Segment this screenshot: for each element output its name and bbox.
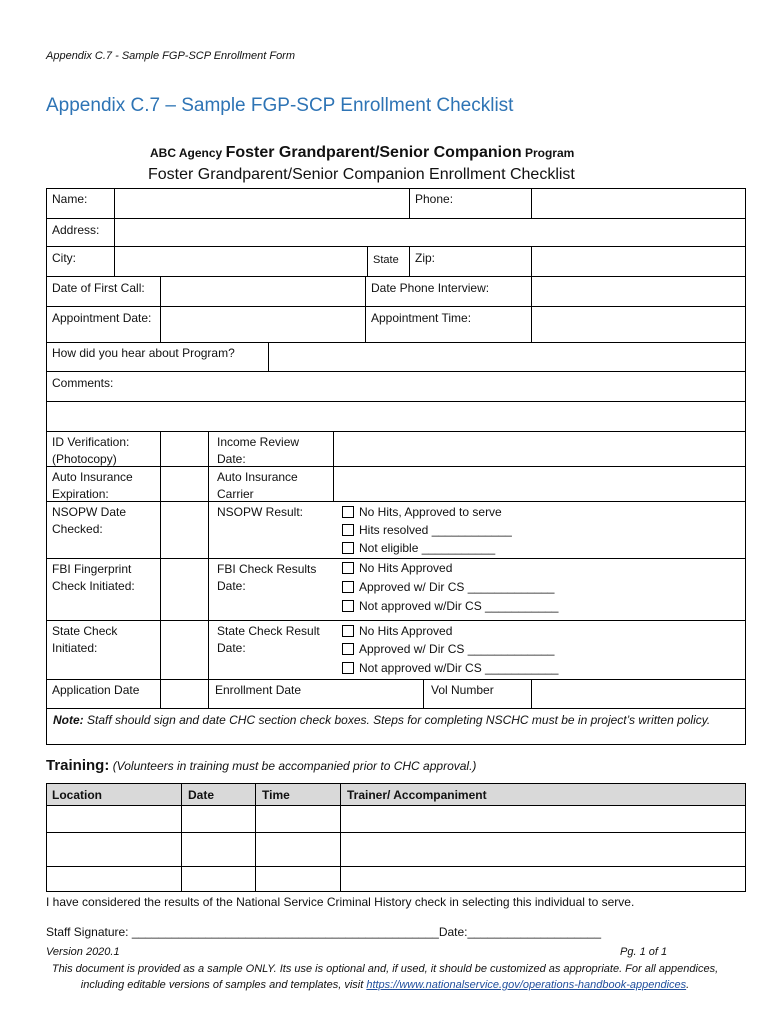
- page-number: Pg. 1 of 1: [620, 946, 668, 958]
- zip-label: Zip:: [415, 251, 436, 265]
- phone-interview-label: Date Phone Interview:: [371, 281, 490, 295]
- hear-about-label: How did you hear about Program?: [52, 346, 235, 360]
- checkbox[interactable]: [342, 506, 354, 518]
- appointment-date-label: Appointment Date:: [52, 311, 152, 325]
- hear-about-field[interactable]: [269, 343, 745, 371]
- consider-statement: I have considered the results of the National Service Criminal History check in selecting this individual to serve.: [46, 895, 635, 909]
- nsopw-option-3[interactable]: Not eligible ___________: [342, 539, 495, 557]
- col-time: Time: [262, 788, 290, 802]
- agency-prefix: ABC Agency: [150, 146, 223, 160]
- checkbox[interactable]: [342, 643, 354, 655]
- signature-line[interactable]: Staff Signature: ______________________________________________Date:____________________: [46, 925, 601, 939]
- note-label: Note:: [53, 713, 84, 727]
- state-option-1[interactable]: No Hits Approved: [342, 622, 452, 640]
- auto-ins-exp-label: Auto Insurance Expiration:: [52, 470, 133, 501]
- footer-text: This document is provided as a sample ONLY. Its use is optional and, if used, it should be customized as appropriate. For all appendices, including editable versions of samples and templates, visit: [51, 963, 719, 991]
- vol-number-field[interactable]: [532, 680, 745, 708]
- address-field[interactable]: [115, 219, 745, 246]
- agency-suffix: Program: [524, 146, 575, 160]
- application-date-label: Application Date: [52, 683, 140, 697]
- auto-ins-exp-field[interactable]: [161, 467, 208, 501]
- checkbox[interactable]: [342, 562, 354, 574]
- state-option-2[interactable]: Approved w/ Dir CS _____________: [342, 640, 554, 658]
- appointment-time-field[interactable]: [532, 307, 745, 342]
- state-option-3[interactable]: Not approved w/Dir CS ___________: [342, 659, 558, 677]
- training-heading: [46, 757, 476, 774]
- fbi-initiated-label: FBI Fingerprint Check Initiated:: [52, 562, 135, 593]
- col-location: Location: [52, 788, 102, 802]
- fbi-option-3[interactable]: Not approved w/Dir CS ___________: [342, 597, 558, 615]
- table-row[interactable]: [47, 806, 745, 832]
- phone-label: Phone:: [415, 192, 454, 206]
- version: Version 2020.1: [46, 946, 120, 958]
- state-initiated-label: State Check Initiated:: [52, 624, 118, 655]
- id-verification-field[interactable]: [161, 432, 208, 466]
- appointment-time-label: Appointment Time:: [371, 311, 472, 325]
- fbi-results-label: FBI Check Results Date:: [217, 562, 317, 593]
- page-title: Appendix C.7 – Sample FGP-SCP Enrollment Checklist: [46, 95, 514, 116]
- vol-number-label: Vol Number: [431, 683, 494, 697]
- comments-label: Comments:: [52, 376, 114, 390]
- nsopw-date-label: NSOPW Date Checked:: [52, 505, 127, 536]
- city-field[interactable]: [115, 247, 367, 276]
- checkbox[interactable]: [342, 542, 354, 554]
- auto-ins-carrier-label: Auto Insurance Carrier: [217, 470, 298, 501]
- footer-disclaimer: This document is provided as a sample ONLY. Its use is optional and, if used, it should be customized as appropriate. For all appendices, including editable versions of samples and templates, visit https://www.nationalservice.gov/operations-handbook-appendices.: [51, 963, 719, 991]
- state-label: State: [373, 254, 399, 266]
- phone-field[interactable]: [532, 189, 745, 218]
- checkbox[interactable]: [342, 625, 354, 637]
- phone-interview-field[interactable]: [532, 277, 745, 306]
- name-label: Name:: [52, 192, 88, 206]
- footer-link[interactable]: https://www.nationalservice.gov/operations-handbook-appendices: [366, 979, 687, 991]
- id-verification-label: ID Verification: (Photocopy): [52, 435, 130, 466]
- first-call-field[interactable]: [161, 277, 365, 306]
- first-call-label: Date of First Call:: [52, 281, 145, 295]
- state-result-label: State Check Result Date:: [217, 624, 320, 655]
- fbi-option-2[interactable]: Approved w/ Dir CS _____________: [342, 578, 554, 596]
- nsopw-result-label: NSOPW Result:: [217, 505, 304, 519]
- appointment-date-field[interactable]: [161, 307, 365, 342]
- training-note: (Volunteers in training must be accompanied prior to CHC approval.): [112, 759, 477, 773]
- checkbox[interactable]: [342, 600, 354, 612]
- col-date: Date: [188, 788, 215, 802]
- income-review-field[interactable]: [334, 432, 745, 466]
- zip-field[interactable]: [532, 247, 745, 276]
- fbi-option-1[interactable]: No Hits Approved: [342, 559, 452, 577]
- page-header: Appendix C.7 - Sample FGP-SCP Enrollment Form: [46, 50, 296, 62]
- auto-ins-carrier-field[interactable]: [334, 467, 745, 501]
- enrollment-date-label: Enrollment Date: [215, 683, 302, 697]
- city-label: City:: [52, 251, 76, 265]
- checklist-subtitle: Foster Grandparent/Senior Companion Enrollment Checklist: [148, 166, 575, 183]
- training-label: Training:: [46, 757, 110, 774]
- checkbox[interactable]: [342, 581, 354, 593]
- comments-field[interactable]: [47, 402, 745, 431]
- note: [47, 710, 745, 731]
- application-date-field[interactable]: [161, 680, 208, 708]
- training-table: [46, 783, 746, 893]
- table-row[interactable]: [47, 867, 745, 891]
- checkbox[interactable]: [342, 524, 354, 536]
- address-label: Address:: [52, 223, 100, 237]
- nsopw-option-2[interactable]: Hits resolved ____________: [342, 521, 512, 539]
- agency-program: Foster Grandparent/Senior Companion: [225, 144, 522, 161]
- nsopw-option-1[interactable]: No Hits, Approved to serve: [342, 503, 502, 521]
- name-field[interactable]: [115, 189, 409, 218]
- checkbox[interactable]: [342, 662, 354, 674]
- table-row[interactable]: [47, 833, 745, 866]
- col-trainer: Trainer/ Accompaniment: [347, 788, 487, 802]
- income-review-label: Income Review Date:: [217, 435, 300, 466]
- note-text: Staff should sign and date CHC section check boxes. Steps for completing NSCHC must be in project’s written policy.: [87, 713, 711, 727]
